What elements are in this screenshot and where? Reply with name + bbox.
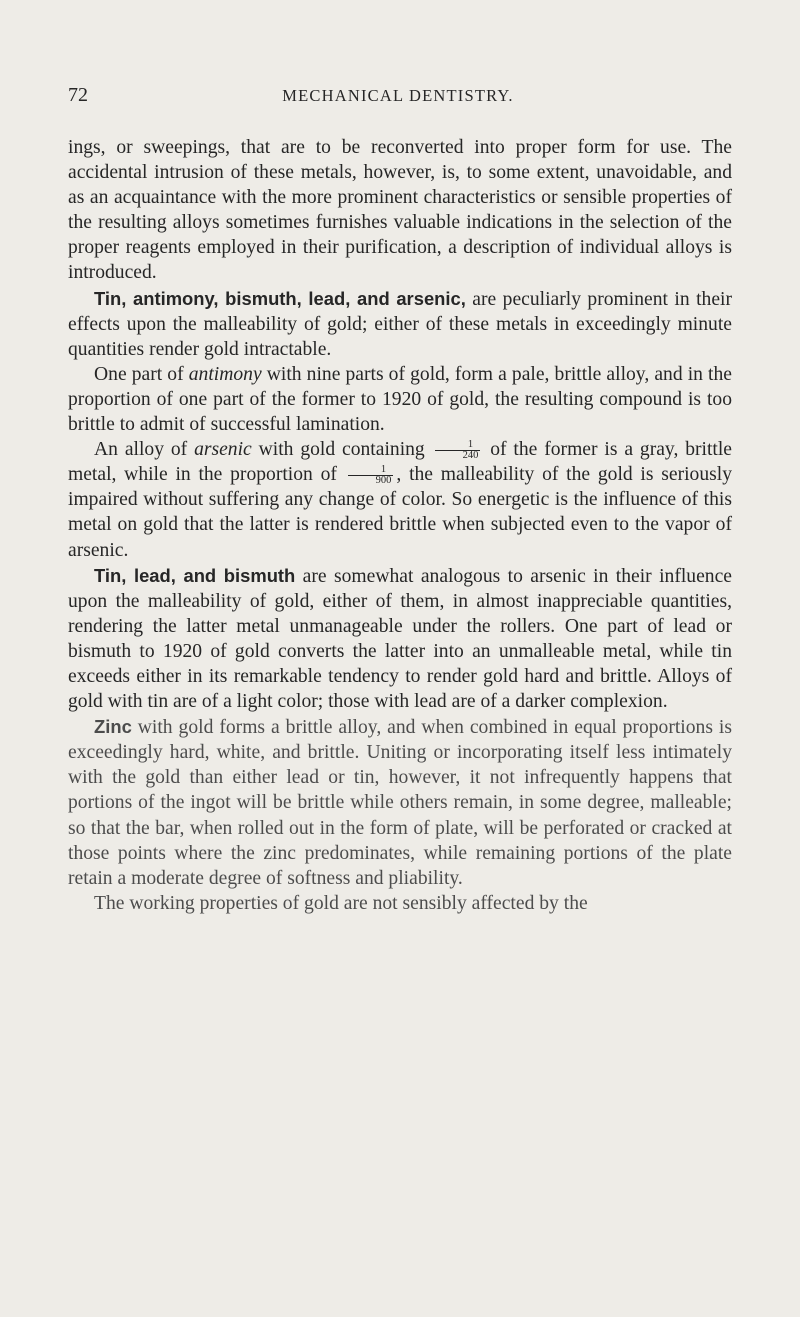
paragraph-arsenic bbox=[68, 437, 732, 562]
paragraph-antimony bbox=[68, 362, 732, 437]
fraction bbox=[348, 465, 394, 486]
paragraph-text: An alloy of bbox=[94, 439, 195, 461]
paragraph-tin-antimony bbox=[68, 286, 732, 362]
paragraph-text: , the malleability of the gold is seriously impaired without suffering any change of color. So energetic is the influence of this metal on gold that the latter is rendered brittle when subjected even to the vapor of arsenic. bbox=[68, 464, 733, 561]
running-head bbox=[68, 84, 728, 110]
paragraph-text: with nine parts of gold, form a pale, brittle alloy, and in the proportion of one part of the former to 1920 of gold, the resulting compound is too brittle to admit of successful lamination. bbox=[68, 363, 732, 436]
paragraph-text: One part of bbox=[94, 363, 189, 385]
fraction bbox=[435, 440, 481, 461]
italic-term: antimony bbox=[188, 363, 262, 385]
bold-lead-in: Tin, antimony, bismuth, lead, and arsenic, bbox=[94, 287, 466, 309]
fraction-denominator: 900 bbox=[375, 475, 392, 487]
bold-lead-in: Tin, lead, and bismuth bbox=[94, 564, 296, 586]
fraction-numerator: 1 bbox=[435, 440, 481, 451]
paragraph-tin-lead-bismuth bbox=[68, 563, 732, 715]
running-title: MECHANICAL DENTISTRY. bbox=[282, 86, 514, 105]
body-text bbox=[68, 135, 732, 916]
paragraph-text: with gold containing bbox=[251, 439, 432, 461]
fraction-numerator: 1 bbox=[348, 465, 394, 476]
paragraph-working-properties bbox=[68, 891, 732, 916]
paragraph-zinc bbox=[68, 714, 732, 891]
fraction-denominator: 240 bbox=[462, 450, 479, 462]
paragraph-text: The working properties of gold are not sensibly affected by the bbox=[94, 892, 588, 914]
paragraph-text: ings, or sweepings, that are to be reconverted into proper form for use. The accidental intrusion of these metals, however, is, to some extent, unavoidable, and as an acquaintance with the more prominent characteristics or sensible properties of the resulting alloys sometimes furnishes valuable indications in the selection of the proper reagents employed in their purification, a description of individual alloys is introduced. bbox=[68, 137, 732, 284]
bold-lead-in: Zinc bbox=[94, 716, 132, 738]
italic-term: arsenic bbox=[194, 439, 252, 461]
paragraph-continued bbox=[68, 135, 732, 286]
paragraph-text: with gold forms a brittle alloy, and when combined in equal proportions is exceedingly hard, white, and brittle. Uniting or incorporating itself less intimately with the gold than either lead or tin, however, it not infrequently happens that portions of the ingot will be brittle while others remain, in some degree, malleable; so that the bar, when rolled out in the form of plate, will be perforated or cracked at those points where the zinc predominates, while remaining portions of the plate retain a moderate degree of softness and pliability. bbox=[68, 717, 732, 889]
paragraph-text: are peculiarly prominent in their effects upon the malleability of gold; either of these metals in exceedingly minute quantities render gold intractable. bbox=[68, 288, 733, 360]
page-number: 72 bbox=[68, 84, 88, 106]
paragraph-text: are somewhat analogous to arsenic in their influence upon the malleability of gold, either of them, in almost inappreciable quantities, rendering the latter metal unmanageable under the rollers. One part of lead or bismuth to 1920 of gold converts the latter into an unmalleable metal, while tin exceeds either in its remarkable tendency to render gold hard and brittle. Alloys of gold with tin are of a light color; those with lead are of a darker complexion. bbox=[68, 565, 732, 713]
paragraph-text: of the former is a gray, brittle metal, while in the proportion of bbox=[68, 439, 732, 486]
